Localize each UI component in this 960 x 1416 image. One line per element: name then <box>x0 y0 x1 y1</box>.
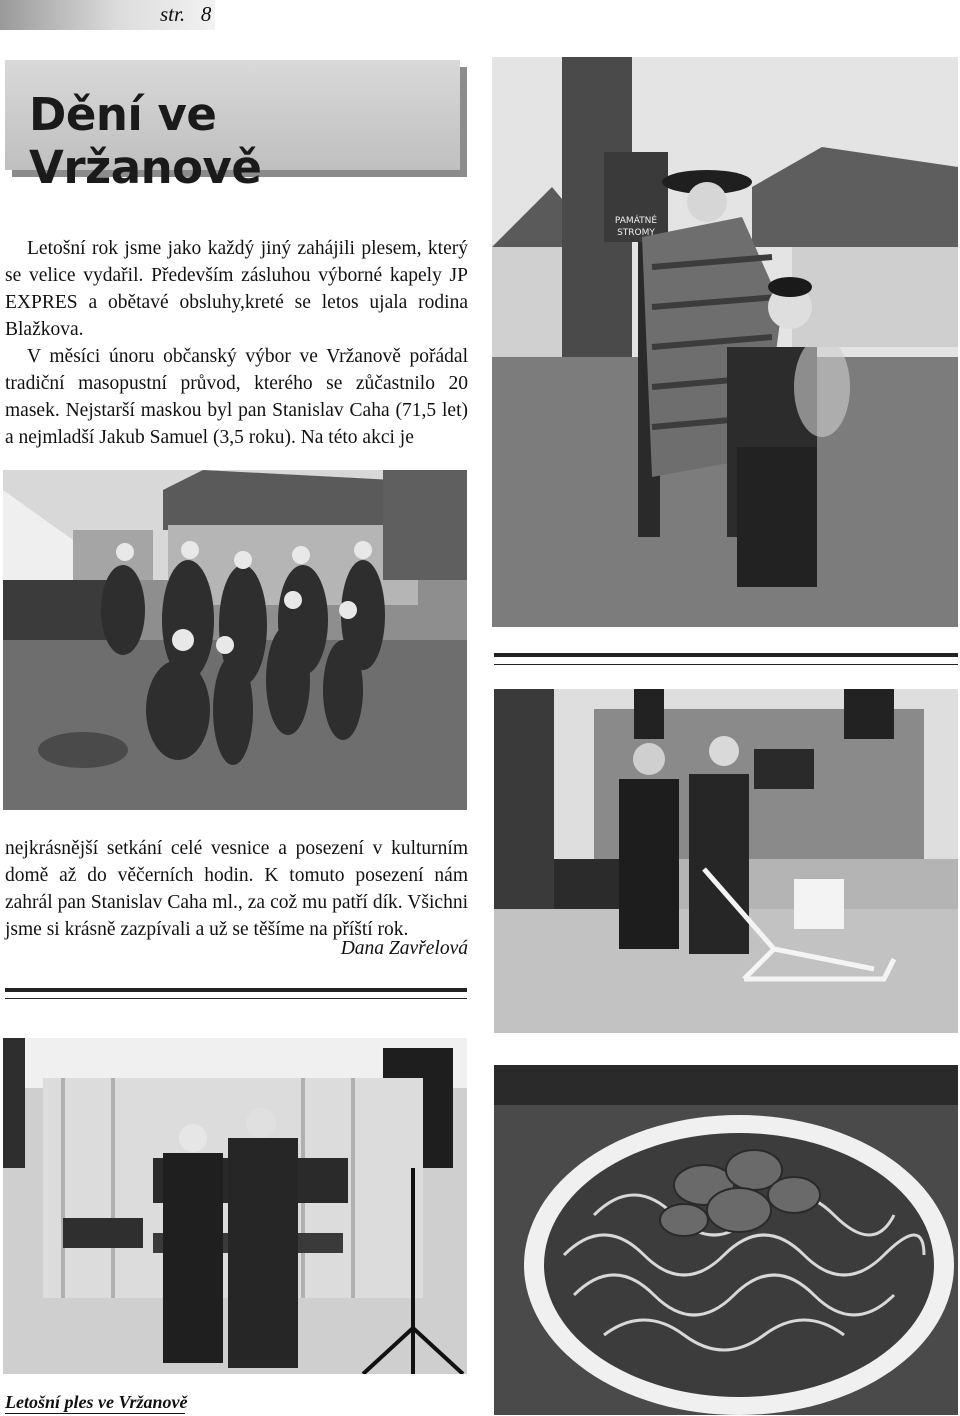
sign-text-1: PAMÁTNÉ <box>614 216 658 226</box>
sign-text-2: STROMY <box>617 228 655 238</box>
photo-couple-dance <box>494 689 958 1033</box>
article-author: Dana Zavřelová <box>340 938 468 959</box>
article-paragraph: Letošní rok jsme jako každý jiný zahájili plesem, který se velice vydařil. Především zásluhou výborné kapely JP EXPRES a obětavé obsluhy,kreté se letos ujala rodina Blažkova. <box>5 238 468 340</box>
divider-rule <box>494 653 958 657</box>
divider-rule <box>5 988 467 992</box>
caption-underline <box>5 1413 185 1414</box>
photo-carnival-procession <box>3 470 467 810</box>
page-title: Dění ve Vržanově <box>29 88 262 194</box>
page-number: str. 8 <box>160 2 212 26</box>
article-paragraph: nejkrásnější setkání celé vesnice a posezení v kulturním domě až do věčerních hodin. K tomuto posezení nám zahrál pan Stanislav Caha ml., za což mu patří dík. Všichni jsme si krásně zazpívali a už se těšíme na příští rok. <box>5 838 468 940</box>
title-box <box>5 60 460 194</box>
photo-cake <box>494 1065 958 1415</box>
photo-caption: Letošní ples ve Vržanově <box>5 1392 188 1412</box>
page-header <box>0 0 215 30</box>
article-paragraph: V měsíci únoru občanský výbor ve Vržanově pořádal tradiční masopustní průvod, kterého se zůčastnilo 20 masek. Nejstarší maskou byl pan Stanislav Caha (71,5 let) a nejmladší Jakub Samuel (3,5 roku). Na této akci je <box>5 346 468 448</box>
divider-rule-thin <box>494 664 958 665</box>
article-text-bottom <box>5 835 468 943</box>
photo-band <box>3 1038 467 1374</box>
divider-rule-thin <box>5 998 467 999</box>
photo-memorial-trees <box>492 57 958 627</box>
article-text-top <box>5 235 468 451</box>
